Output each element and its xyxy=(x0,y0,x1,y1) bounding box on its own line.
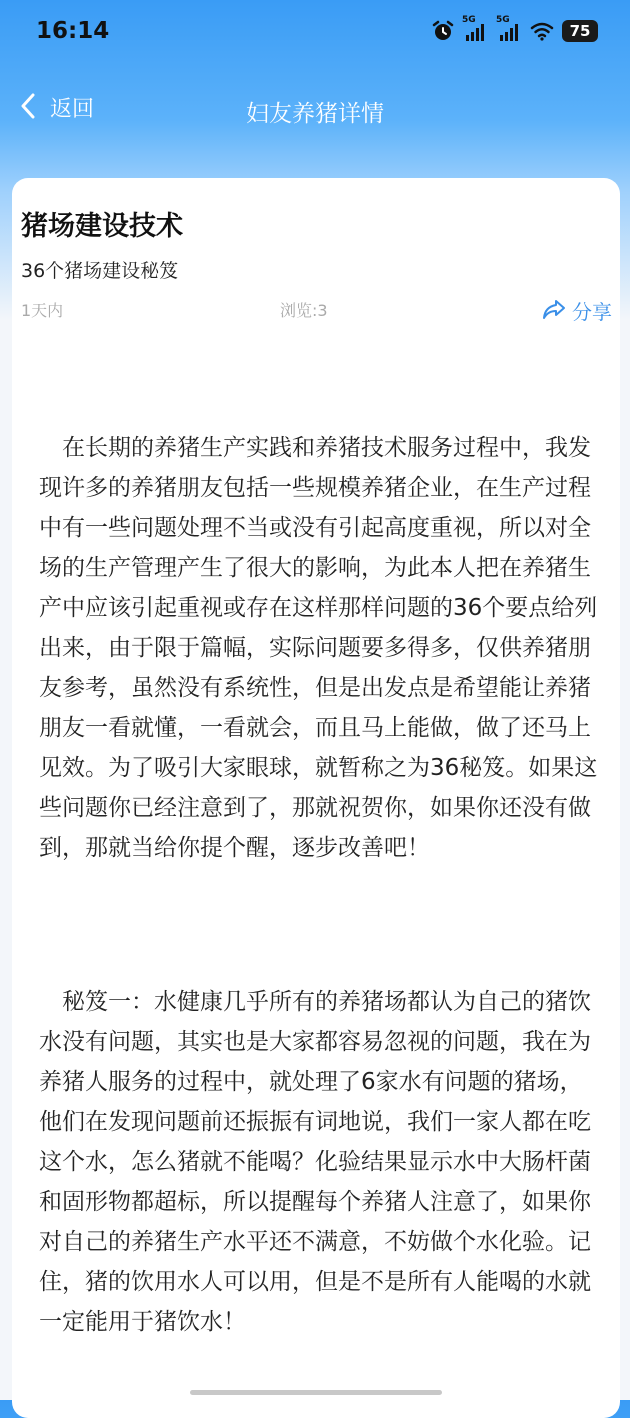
status-bar xyxy=(0,0,630,66)
home-indicator[interactable] xyxy=(190,1390,442,1395)
article-subtitle: 36个猪场建设秘笈 xyxy=(21,260,179,282)
nav-bar xyxy=(0,80,630,140)
wifi-icon xyxy=(530,21,554,41)
battery-icon: 75 xyxy=(562,20,598,42)
publish-time: 1天内 xyxy=(21,301,64,320)
page-title: 妇友养猪详情 xyxy=(246,101,384,127)
article-paragraph: 秘笈一：水健康几乎所有的养猪场都认为自己的猪饮水没有问题，其实也是大家都容易忽视的问题，我在为养猪人服务的过程中，就处理了6家水有问题的猪场，他们在发现问题前还振振有词地说，我们一家人都在吃这个水，怎么猪就不能喝？化验结果显示水中大肠杆菌和固形物都超标，所以提醒每个养猪人注意了，如果你对自己的养猪生产水平还不满意，不妨做个水化验。记住，猪的饮用水人可以用，但是不是所有人能喝的水就一定能用于猪饮水！ xyxy=(39,989,591,1335)
share-label: 分享 xyxy=(572,300,612,324)
status-time: 16:14 xyxy=(36,18,110,44)
back-label: 返回 xyxy=(50,97,95,122)
article-title: 猪场建设技术 xyxy=(21,211,183,242)
view-count: 浏览:3 xyxy=(280,301,328,320)
share-icon xyxy=(542,298,566,324)
alarm-icon xyxy=(432,20,454,42)
signal-icon: 5G xyxy=(496,21,522,41)
signal-icon: 5G xyxy=(462,21,488,41)
article-paragraph: 在长期的养猪生产实践和养猪技术服务过程中，我发现许多的养猪朋友包括一些规模养猪企业，在生产过程中有一些问题处理不当或没有引起高度重视，所以对全场的生产管理产生了很大的影响，为此本人把在养猪生产中应该引起重视或存在这样那样问题的36个要点给列出来，由于限于篇幅，实际问题要多得多，仅供养猪朋友参考，虽然没有系统性，但是出发点是希望能让养猪朋友一看就懂，一看就会，而且马上能做，做了还马上见效。为了吸引大家眼球，就暂称之为36秘笈。如果这些问题你已经注意到了，那就祝贺你，如果你还没有做到，那就当给你提个醒，逐步改善吧！ xyxy=(39,435,598,861)
share-button[interactable] xyxy=(542,296,612,325)
article-card xyxy=(12,178,620,1418)
status-icons xyxy=(432,15,598,42)
